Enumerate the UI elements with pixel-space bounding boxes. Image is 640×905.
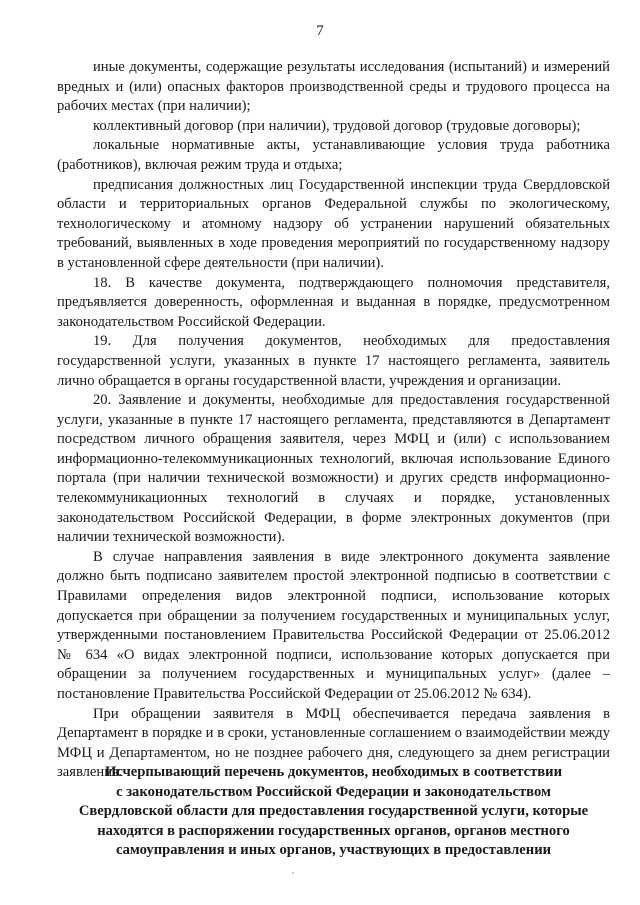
paragraph-18: 18. В качестве документа, подтверждающего полномочия представителя, предъявляется доверенность, оформленная и выданная в порядке, предусмотренном законодательством Российской Федерации.: [57, 274, 610, 330]
paragraph-electronic-signature: В случае направления заявления в виде электронного документа заявление должно быть подписано заявителем простой электронной подписью в соответствии с Правилами определения видов электронной подписи, использование которых допускается при обращении за получением государственных и муниципальных услуг, утвержденными постановлением Правительства Российской Федерации от 25.06.2012 № 634 «О видах электронной подписи, использование которых допускается при обращении за получением государственных и муниципальных услуг» (далее – постановление Правительства Российской Федерации от 25.06.2012 № 634).: [57, 548, 610, 702]
scan-artifact: [292, 872, 294, 874]
heading-line: с законодательством Российской Федерации и законодательством: [116, 783, 551, 800]
paragraph-20: 20. Заявление и документы, необходимые для предоставления государственной услуги, указанные в пункте 17 настоящего регламента, представляются в Департамент посредством личного обращения заявителя, через МФЦ и (или) с использованием информационно-телекоммуникационных технологий, включая использование Единого портала (при наличии технической возможности) и других средств информационно-телекоммуникационных технологий в случаях и порядке, установленных законодательством Российской Федерации, в форме электронных документов (при наличии технической возможности).: [57, 392, 610, 546]
heading-line: Свердловской области для предоставления государственной услуги, которые: [78, 803, 589, 820]
paragraph-19: 19. Для получения документов, необходимых для предоставления государственной услуги, указанных в пункте 17 настоящего регламента, заявитель лично обращается в органы государственной власти, учреждения и организации.: [57, 333, 610, 389]
list-item-research-documents: иные документы, содержащие результаты исследования (испытаний) и измерений вредных и (или) опасных факторов производственной среды и трудового процесса на рабочих местах (при наличии);: [57, 59, 610, 115]
heading-line: Исчерпывающий перечень документов, необходимых в соответствии: [104, 764, 562, 780]
section-heading: [57, 763, 610, 861]
list-item-inspection-orders: предписания должностных лиц Государственной инспекции труда Свердловской области и территориальных органов Федеральной службы по экологическому, технологическому и атомному надзору об устранении нарушений обязательных требований, выявленных в ходе проведения мероприятий по государственному надзору в установленной сфере деятельности (при наличии).: [57, 176, 610, 271]
list-item-collective-agreement: коллективный договор (при наличии), трудовой договор (трудовые договоры);: [93, 117, 581, 134]
paragraph-mfc-transfer: При обращении заявителя в МФЦ обеспечивается передача заявления в Департамент в порядке и в сроки, установленные соглашением о взаимодействии между МФЦ и Департаментом, но не позднее рабочего дня, следующего за днем регистрации заявления.: [57, 705, 610, 781]
heading-line: находятся в распоряжении государственных органов, органов местного: [97, 822, 570, 839]
list-item-local-acts: локальные нормативные акты, устанавливающие условия труда работника (работников), включая режим труда и отдыха;: [57, 137, 610, 173]
document-body: [57, 58, 610, 783]
heading-line: самоуправления и иных органов, участвующих в предоставлении: [115, 842, 552, 859]
page-number: 7: [316, 23, 324, 39]
